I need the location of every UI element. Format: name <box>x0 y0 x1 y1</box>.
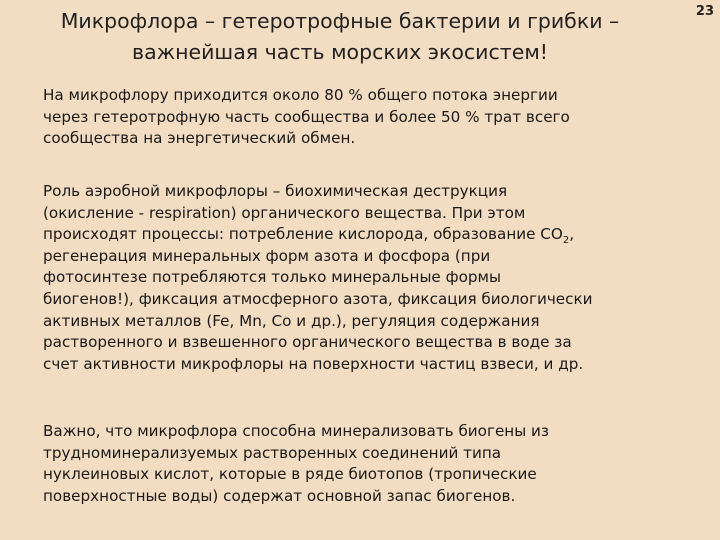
slide-title-line: важнейшая часть морских экосистем! <box>131 40 549 64</box>
text-line: счет активности микрофлоры на поверхности частиц взвеси, и др. <box>43 354 584 373</box>
text-line: фотосинтезе потребляются только минеральные формы <box>43 268 501 287</box>
text-line <box>43 224 693 246</box>
text-line: нуклеиновых кислот, которые в ряде биотопов (тропические <box>43 465 537 484</box>
text-line: активных металлов (Fe, Mn, Co и др.), регуляция содержания <box>43 311 540 330</box>
text-line: На микрофлору приходится около 80 % общего потока энергии <box>43 86 558 104</box>
text-line: сообщества на энергетический обмен. <box>43 129 356 148</box>
text-fragment: , <box>569 225 575 244</box>
subscript: 2 <box>562 235 570 247</box>
text-line: (окисление - respiration) органического вещества. При этом <box>43 203 526 222</box>
text-line: регенерация минеральных форм азота и фосфора (при <box>43 246 491 265</box>
slide-number: 23 <box>695 4 714 19</box>
text-fragment: происходят процессы: потребление кислорода, образование СО <box>43 225 563 244</box>
text-line: растворенного и взвешенного органического вещества в воде за <box>43 333 572 352</box>
slide-title-line: Микрофлора – гетеротрофные бактерии и грибки – <box>60 9 620 33</box>
text-line: поверхностные воды) содержат основной запас биогенов. <box>43 486 516 505</box>
slide-title <box>40 6 640 68</box>
text-line: Важно, что микрофлора способна минерализовать биогены из <box>43 422 549 440</box>
text-line: через гетеротрофную часть сообщества и более 50 % трат всего <box>43 107 570 126</box>
text-line: трудноминерализуемых растворенных соединений типа <box>43 443 502 462</box>
text-line: биогенов!), фиксация атмосферного азота, фиксация биологически <box>43 289 593 308</box>
paragraph-mineralization <box>43 421 693 507</box>
text-line: Роль аэробной микрофлоры – биохимическая деструкция <box>43 182 508 200</box>
paragraph-aerobic-role <box>43 181 693 375</box>
paragraph-energy-flow <box>43 85 693 150</box>
